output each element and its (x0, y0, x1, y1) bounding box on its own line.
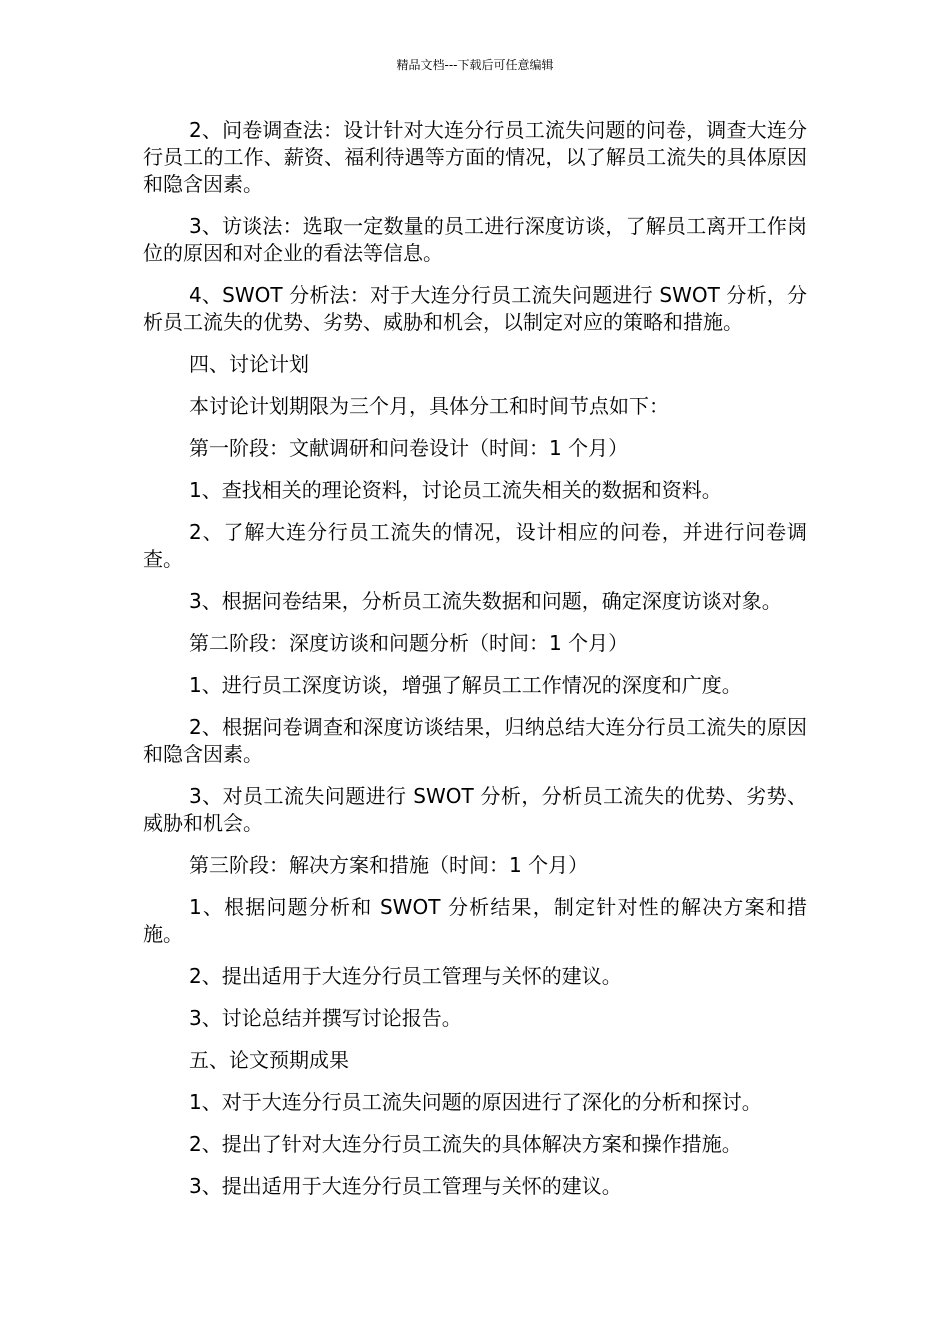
section-heading-outcomes: 五、论文预期成果 (189, 1048, 349, 1072)
stage-3-item-2: 2、提出适用于大连分行员工管理与关怀的建议。 (189, 964, 622, 988)
stage-1-item-3: 3、根据问卷结果，分析员工流失数据和问题，确定深度访谈对象。 (189, 589, 782, 613)
paragraph-method-questionnaire: 2、问卷调查法：设计针对大连分行员工流失问题的问卷，调查大连分行员工的工作、薪资、福利待遇等方面的情况，以了解员工流失的具体原因和隐含因素。 (143, 118, 807, 196)
outcome-item-3: 3、提出适用于大连分行员工管理与关怀的建议。 (189, 1174, 622, 1198)
stage-2-item-3: 3、对员工流失问题进行 SWOT 分析，分析员工流失的优势、劣势、威胁和机会。 (143, 784, 807, 835)
page-header: 精品文档---下载后可任意编辑 (396, 58, 554, 72)
stage-3-item-3: 3、讨论总结并撰写讨论报告。 (189, 1006, 462, 1030)
outcome-item-1: 1、对于大连分行员工流失问题的原因进行了深化的分析和探讨。 (189, 1090, 762, 1114)
stage-2-item-1: 1、进行员工深度访谈，增强了解员工工作情况的深度和广度。 (189, 673, 742, 697)
paragraph-method-interview: 3、访谈法：选取一定数量的员工进行深度访谈，了解员工离开工作岗位的原因和对企业的看法等信息。 (143, 214, 807, 265)
stage-1-item-2: 2、了解大连分行员工流失的情况，设计相应的问卷，并进行问卷调查。 (143, 520, 807, 571)
stage-heading-2: 第二阶段：深度访谈和问题分析（时间：1 个月） (189, 631, 629, 655)
stage-heading-1: 第一阶段：文献调研和问卷设计（时间：1 个月） (189, 436, 629, 460)
paragraph-method-swot: 4、SWOT 分析法：对于大连分行员工流失问题进行 SWOT 分析，分析员工流失的优势、劣势、威胁和机会，以制定对应的策略和措施。 (143, 283, 807, 334)
document-body (143, 117, 807, 1215)
outcome-item-2: 2、提出了针对大连分行员工流失的具体解决方案和操作措施。 (189, 1132, 742, 1156)
stage-1-item-1: 1、查找相关的理论资料，讨论员工流失相关的数据和资料。 (189, 478, 722, 502)
stage-heading-3: 第三阶段：解决方案和措施（时间：1 个月） (189, 853, 589, 877)
stage-2-item-2: 2、根据问卷调查和深度访谈结果，归纳总结大连分行员工流失的原因和隐含因素。 (143, 715, 807, 766)
paragraph-plan-intro: 本讨论计划期限为三个月，具体分工和时间节点如下： (189, 394, 669, 418)
section-heading-plan: 四、讨论计划 (189, 352, 309, 376)
stage-3-item-1: 1、根据问题分析和 SWOT 分析结果，制定针对性的解决方案和措施。 (143, 895, 807, 946)
